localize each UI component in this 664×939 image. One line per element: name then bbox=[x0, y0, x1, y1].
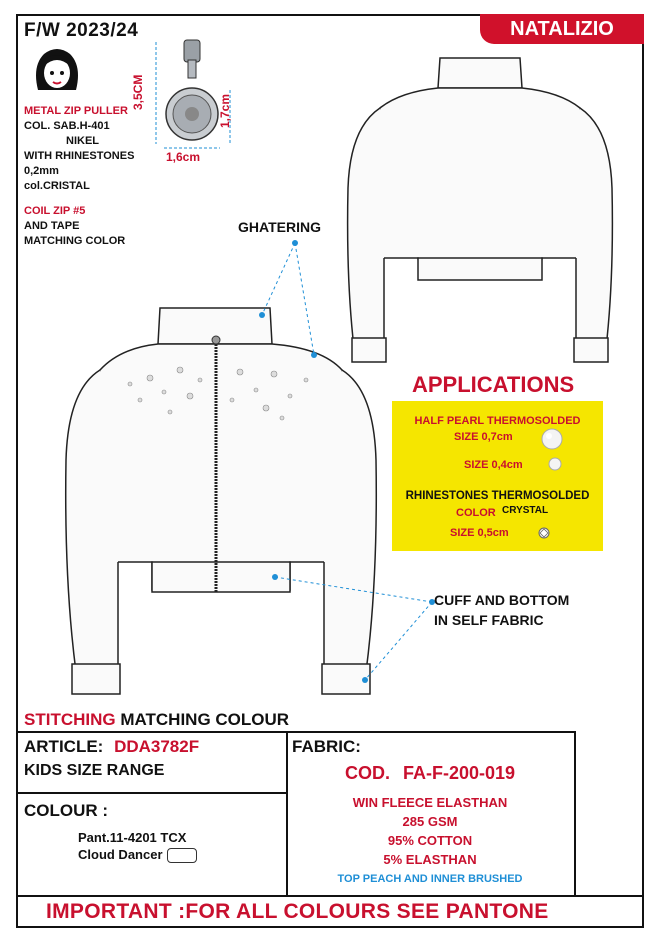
colour-label: COLOUR : bbox=[24, 801, 109, 820]
applications-box bbox=[392, 401, 603, 551]
stitching-label: STITCHING bbox=[24, 710, 116, 729]
colour-swatch bbox=[167, 848, 197, 863]
pearl-title: HALF PEARL THERMOSOLDED bbox=[414, 415, 581, 427]
article-code: DDA3782F bbox=[114, 737, 200, 756]
table-article-divider bbox=[16, 792, 288, 794]
stitching-line bbox=[24, 710, 289, 730]
zip-puller-title: METAL ZIP PULLER bbox=[24, 105, 128, 117]
pearl-size-1: SIZE 0,7cm bbox=[454, 431, 513, 443]
table-right-border bbox=[574, 731, 576, 897]
fabric-code-label: COD. bbox=[344, 763, 390, 783]
table-mid-divider bbox=[286, 731, 288, 897]
table-top-border bbox=[16, 731, 576, 733]
zip-inner-dim: 1,7cm bbox=[218, 93, 232, 128]
coil-zip-line-0: AND TAPE bbox=[24, 220, 80, 232]
rhinestone-icon bbox=[537, 526, 551, 540]
pearl-small-icon bbox=[547, 456, 563, 472]
rhinestone-size: SIZE 0,5cm bbox=[450, 527, 509, 539]
fabric-line-1: 285 GSM bbox=[402, 814, 458, 829]
cuff-callout-line1: CUFF AND BOTTOM bbox=[434, 592, 570, 608]
zip-puller-line-3: 0,2mm bbox=[24, 165, 59, 177]
coil-zip-title: COIL ZIP #5 bbox=[24, 205, 86, 217]
fabric-line-2: 95% COTTON bbox=[387, 833, 473, 848]
pearl-size-2: SIZE 0,4cm bbox=[464, 459, 523, 471]
gathering-callout: GHATERING bbox=[238, 219, 321, 235]
zip-puller-line-0: COL. SAB.H-401 bbox=[24, 120, 110, 132]
colour-name-row bbox=[78, 847, 197, 863]
colour-pantone: Pant.11-4201 TCX bbox=[78, 830, 187, 845]
applications-title: APPLICATIONS bbox=[412, 372, 575, 397]
fabric-label: FABRIC: bbox=[292, 737, 361, 756]
stitching-value: MATCHING COLOUR bbox=[120, 710, 290, 729]
article-label: ARTICLE: bbox=[24, 737, 104, 756]
table-bottom-border bbox=[16, 895, 644, 897]
coil-zip-line-1: MATCHING COLOR bbox=[24, 235, 126, 247]
fabric-line-3: 5% ELASTHAN bbox=[383, 852, 477, 867]
zip-puller-line-1: NIKEL bbox=[66, 135, 99, 147]
fabric-note: TOP PEACH AND INNER BRUSHED bbox=[337, 873, 523, 885]
colour-name: Cloud Dancer bbox=[78, 847, 163, 862]
rhinestone-title: RHINESTONES THERMOSOLDED bbox=[405, 490, 590, 502]
fabric-line-0: WIN FLEECE ELASTHAN bbox=[352, 795, 508, 810]
season-label: F/W 2023/24 bbox=[24, 20, 139, 41]
size-range: KIDS SIZE RANGE bbox=[24, 762, 165, 779]
collection-tag: NATALIZIO bbox=[480, 14, 644, 44]
zip-puller-line-4: col.CRISTAL bbox=[24, 180, 90, 192]
zip-puller-line-2: WITH RHINESTONES bbox=[24, 150, 135, 162]
article-row bbox=[24, 737, 199, 757]
pearl-large-icon bbox=[540, 427, 564, 451]
rhinestone-color-value: CRYSTAL bbox=[502, 505, 549, 516]
rhinestone-color-label: COLOR bbox=[456, 507, 496, 519]
important-note: IMPORTANT :FOR ALL COLOURS SEE PANTONE bbox=[46, 900, 549, 923]
cuff-callout-line2: IN SELF FABRIC bbox=[434, 612, 544, 628]
zip-width-dim: 1,6cm bbox=[166, 150, 201, 164]
fabric-code-row bbox=[300, 763, 560, 784]
fabric-code: FA-F-200-019 bbox=[402, 763, 516, 783]
zip-height-dim: 3,5CM bbox=[131, 74, 145, 110]
